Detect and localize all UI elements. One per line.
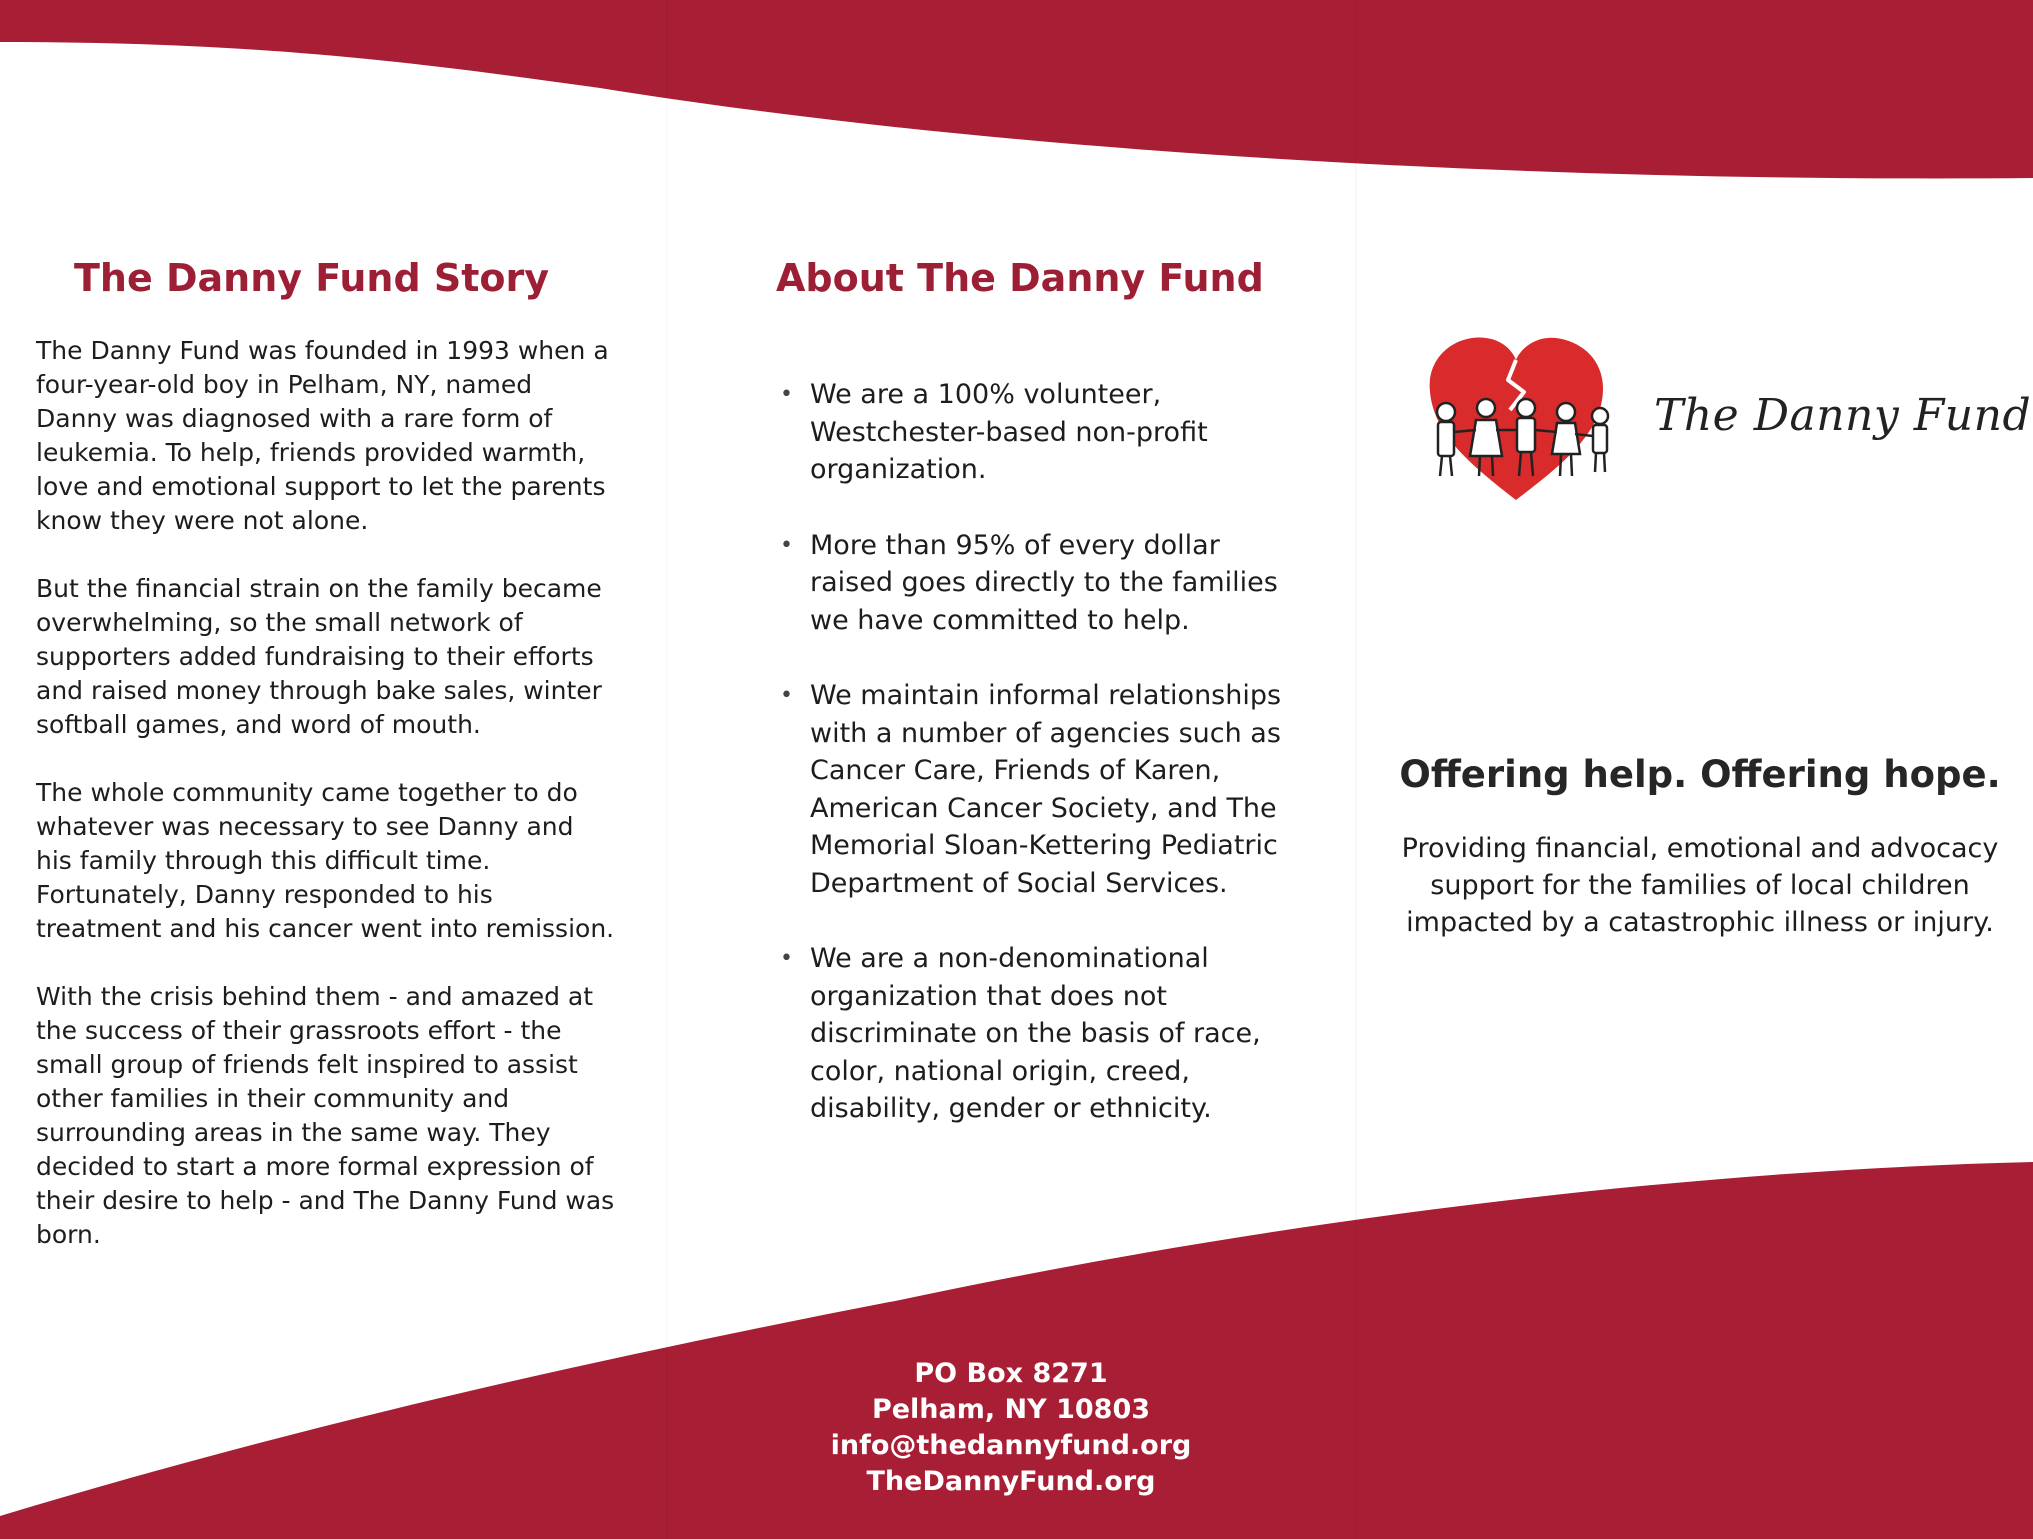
contact-email: info@thedannyfund.org [830,1430,1192,1461]
mission-statement: Providing financial, emotional and advocacy support for the families of local children impacted by a catastrophic illness or injury. [1401,833,1999,938]
about-bullet-item [776,677,1306,902]
bullet-dot-icon: • [780,946,793,971]
logo-wordmark: The Danny Fund [1654,390,2032,441]
about-title: About The Danny Fund [776,256,1264,300]
cover-panel [1380,330,2032,941]
contact-website: TheDannyFund.org [866,1466,1156,1497]
contact-block [666,1356,1356,1500]
fold-line-right [1355,0,1357,1539]
story-paragraph: The Danny Fund was founded in 1993 when a four-year-old boy in Pelham, NY, named Danny was diagnosed with a rare form of leukemia. To help, friends provided warmth, love and emotional support to let the parents know they were not alone. [36,336,609,535]
about-bullet-text: We are a 100% volunteer, Westchester-based non-profit organization. [810,379,1208,485]
story-title: The Danny Fund Story [74,256,550,300]
top-red-band [0,0,2033,178]
contact-city: Pelham, NY 10803 [871,1394,1151,1425]
about-bullet-list [776,376,1306,1128]
about-bullet-item [776,527,1306,640]
story-paragraph: With the crisis behind them - and amazed at the success of their grassroots effort - the small group of friends felt inspired to assist other families in their community and surrounding areas in the same way. They decided to start a more formal expression of their desire to help - and The Danny Fund was born. [36,982,615,1249]
bullet-dot-icon: • [780,532,793,558]
about-bullet-text: More than 95% of every dollar raised goes directly to the families we have committed to help. [810,529,1278,636]
broken-heart-children-icon [1416,330,1616,510]
logo [1416,330,2032,510]
fold-line-left [666,0,668,1539]
about-bullet-item [776,940,1306,1128]
about-bullet-text: We maintain informal relationships with a number of agencies such as Cancer Care, Friends of Karen, American Cancer Society, and The Memorial Sloan-Kettering Pediatric Department of Social Services. [810,680,1282,899]
contact-po-box: PO Box 8271 [914,1358,1108,1389]
story-paragraph: But the financial strain on the family became overwhelming, so the small network of supporters added fundraising to their efforts and raised money through bake sales, winter softball games, and word of mouth. [36,574,602,739]
about-bullet-item [776,376,1306,489]
story-paragraph: The whole community came together to do whatever was necessary to see Danny and his family through this difficult time. Fortunately, Danny responded to his treatment and his cancer went into remission. [36,778,615,943]
about-bullet-text: We are a non-denominational organization that does not discriminate on the basis of race, color, national origin, creed, disability, gender or ethnicity. [810,943,1261,1124]
about-panel [776,250,1306,1166]
bullet-dot-icon: • [780,683,793,708]
bullet-dot-icon: • [780,382,793,407]
tagline: Offering help. Offering hope. [1399,753,2001,796]
story-panel [36,250,616,1286]
